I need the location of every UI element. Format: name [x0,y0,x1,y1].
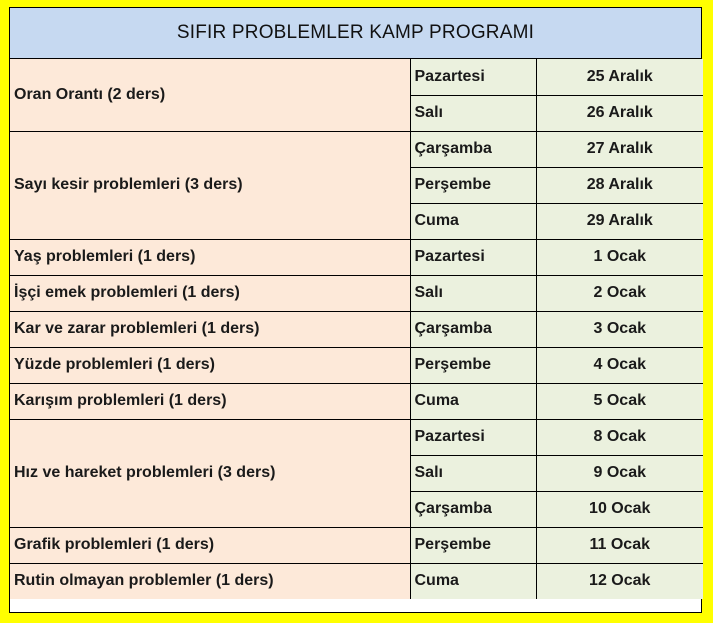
date-cell: 26 Aralık [536,95,703,131]
table-row [10,311,703,347]
table-row [10,419,703,455]
date-cell: 2 Ocak [536,275,703,311]
day-cell: Perşembe [410,527,536,563]
date-cell: 28 Aralık [536,167,703,203]
date-cell: 27 Aralık [536,131,703,167]
table-row [10,239,703,275]
page-title: SIFIR PROBLEMLER KAMP PROGRAMI [10,8,701,59]
date-cell: 3 Ocak [536,311,703,347]
topic-cell: Sayı kesir problemleri (3 ders) [10,131,410,239]
table-row [10,59,703,95]
table-row [10,275,703,311]
topic-cell: Oran Orantı (2 ders) [10,59,410,131]
day-cell: Salı [410,275,536,311]
date-cell: 10 Ocak [536,491,703,527]
topic-cell: Hız ve hareket problemleri (3 ders) [10,419,410,527]
date-cell: 1 Ocak [536,239,703,275]
day-cell: Salı [410,455,536,491]
day-cell: Cuma [410,563,536,599]
date-cell: 12 Ocak [536,563,703,599]
date-cell: 11 Ocak [536,527,703,563]
date-cell: 8 Ocak [536,419,703,455]
date-cell: 5 Ocak [536,383,703,419]
topic-cell: Grafik problemleri (1 ders) [10,527,410,563]
date-cell: 9 Ocak [536,455,703,491]
day-cell: Pazartesi [410,419,536,455]
day-cell: Salı [410,95,536,131]
topic-cell: Karışım problemleri (1 ders) [10,383,410,419]
topic-cell: Yüzde problemleri (1 ders) [10,347,410,383]
table-row [10,347,703,383]
schedule-frame [9,7,702,613]
day-cell: Cuma [410,203,536,239]
table-row [10,131,703,167]
date-cell: 4 Ocak [536,347,703,383]
day-cell: Perşembe [410,347,536,383]
topic-cell: Kar ve zarar problemleri (1 ders) [10,311,410,347]
topic-cell: İşçi emek problemleri (1 ders) [10,275,410,311]
topic-cell: Yaş problemleri (1 ders) [10,239,410,275]
day-cell: Çarşamba [410,491,536,527]
day-cell: Pazartesi [410,59,536,95]
date-cell: 29 Aralık [536,203,703,239]
table-row [10,383,703,419]
table-row [10,527,703,563]
schedule-table [10,59,703,599]
topic-cell: Rutin olmayan problemler (1 ders) [10,563,410,599]
day-cell: Çarşamba [410,131,536,167]
date-cell: 25 Aralık [536,59,703,95]
day-cell: Pazartesi [410,239,536,275]
day-cell: Cuma [410,383,536,419]
day-cell: Çarşamba [410,311,536,347]
table-row [10,563,703,599]
schedule-table-body [10,59,703,599]
day-cell: Perşembe [410,167,536,203]
